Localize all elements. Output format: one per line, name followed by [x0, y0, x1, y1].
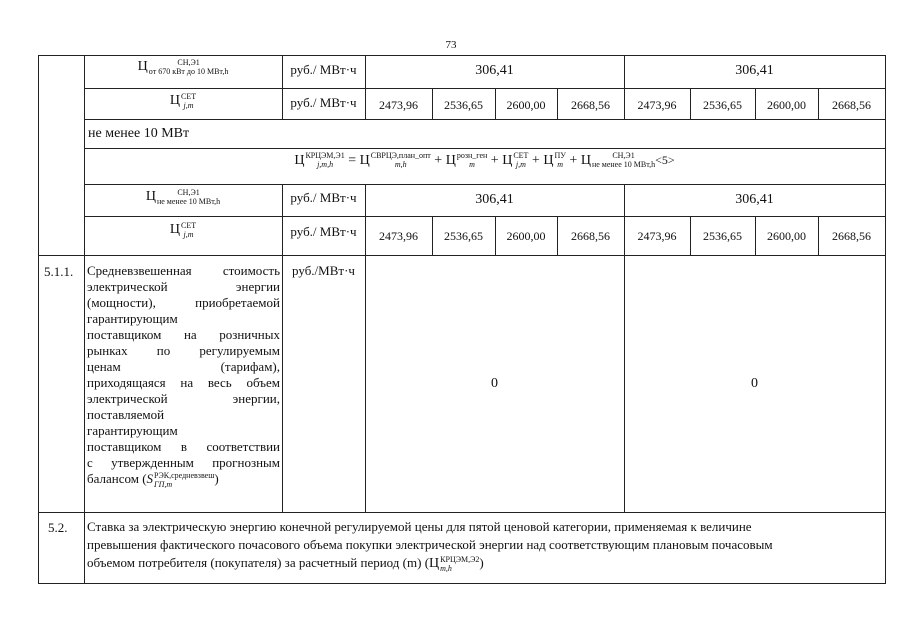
formula-plus-2: +	[490, 153, 499, 168]
row7-desc-last-suffix: )	[214, 471, 219, 486]
row7-desc-line-5: поставщиком на розничных	[87, 327, 280, 342]
row2-unit: руб./ МВт·ч	[290, 95, 357, 110]
row8-description	[87, 519, 883, 575]
row7-unit: руб./МВт·ч	[292, 263, 355, 278]
row7-desc-line-4: гарантирующим	[87, 311, 178, 326]
formula-t2-sub: m	[469, 160, 475, 170]
row8-line-1: Ставка за электрическую энергию конечной регулируемой цены для пятой ценовой категории, применяемая к величине	[87, 519, 752, 534]
row7-desc-line-13: с утвержденным прогнозным	[87, 455, 280, 470]
row6-sup: СЕТ	[181, 220, 197, 230]
row1-unit: руб./ МВт·ч	[290, 62, 357, 77]
row2-symbol: Ц	[169, 93, 180, 108]
row6-value-5: 2473,96	[637, 229, 677, 243]
row6-value-1: 2473,96	[379, 229, 418, 243]
formula-t5-sup: СН,Э1	[612, 151, 635, 161]
row8-line3-text: объемом потребителя (покупателя) за расчетный период (m) (	[87, 555, 430, 570]
row6-value-4: 2668,56	[571, 229, 610, 243]
formula-t1-sup: СВРЦЭ,план_опт	[370, 151, 431, 161]
row1-value-1: 306,41	[475, 63, 514, 78]
row1-sub: от 670 кВт до 10 МВт,h	[148, 66, 229, 76]
row7-desc-line-10: поставляемой	[87, 407, 165, 422]
formula-t5-symbol: Ц	[580, 153, 591, 168]
row2-value-8: 2668,56	[832, 98, 871, 112]
row6-value-3: 2600,00	[506, 229, 546, 243]
row1-label	[84, 58, 282, 86]
row7-value-1: 0	[491, 376, 498, 391]
formula-lhs-symbol: Ц	[294, 153, 305, 168]
row7-desc-last-prefix: балансом (	[87, 471, 147, 486]
row6-value-2: 2536,65	[444, 229, 483, 243]
formula-lhs-sup: КРЦЭМ,Э1	[305, 151, 345, 161]
row1-symbol: Ц	[137, 59, 148, 74]
row7-description	[87, 263, 280, 493]
row5-value-2: 306,41	[735, 192, 774, 207]
row7-desc-line-1: Средневзвешенная стоимость	[87, 263, 280, 278]
row6-value-7: 2600,00	[767, 229, 806, 243]
row8-line-2: превышения фактического почасового объема покупки электрической энергии над соответствующим плановым почасовым	[87, 537, 773, 552]
row8-number: 5.2.	[48, 520, 68, 535]
formula-lhs-sub: j,m,h	[317, 160, 334, 170]
row2-value-3: 2600,00	[506, 98, 546, 112]
page-number: 73	[445, 39, 457, 51]
row3-label: не менее 10 МВт	[88, 126, 190, 141]
row7-value-2: 0	[751, 376, 758, 391]
row8-line-3	[87, 555, 883, 575]
row2-value-7: 2600,00	[767, 98, 806, 112]
row2-value-2: 2536,65	[444, 98, 483, 112]
formula-plus-1: +	[434, 153, 443, 168]
formula-plus-4: +	[569, 153, 578, 168]
row6-symbol: Ц	[169, 222, 180, 237]
row2-label	[84, 92, 282, 110]
formula-plus-3: +	[531, 153, 540, 168]
row6-value-6: 2536,65	[703, 229, 742, 243]
row7-desc-line-11: гарантирующим	[87, 423, 178, 438]
formula-t5-sub: не менее 10 МВт,h	[591, 160, 656, 170]
row7-desc-line-7: ценам (тарифам),	[87, 359, 280, 374]
row7-desc-last-sym: S	[146, 471, 154, 486]
row6-label	[84, 221, 282, 239]
row7-desc-line-14	[87, 471, 280, 493]
row7-desc-line-12: поставщиком в соответствии	[87, 439, 280, 454]
formula-t3-symbol: Ц	[502, 153, 513, 168]
formula-footnote: <5>	[655, 153, 675, 167]
row2-value-5: 2473,96	[637, 98, 677, 112]
formula-t4-symbol: Ц	[543, 153, 554, 168]
row5-sub: не менее 10 МВт,h	[156, 196, 221, 206]
formula-t3-sup: СЕТ	[513, 151, 529, 161]
row8-line3-suffix: )	[479, 555, 484, 570]
row2-value-6: 2536,65	[703, 98, 742, 112]
row4-formula	[84, 152, 885, 182]
formula-t2-symbol: Ц	[445, 153, 456, 168]
row5-label	[84, 188, 282, 206]
row8-line3-sup: КРЦЭМ,Э2	[440, 554, 480, 564]
row1-sup: СН,Э1	[177, 57, 200, 67]
row6-unit: руб./ МВт·ч	[290, 224, 357, 239]
row7-desc-line-8: приходящаяся на весь объем	[87, 375, 280, 390]
row7-desc-line-3: (мощности), приобретаемой	[87, 295, 280, 310]
row7-desc-last-sub: ГП,m	[154, 479, 173, 489]
row1-value-2: 306,41	[735, 63, 774, 78]
row8-line3-symbol: Ц	[429, 556, 440, 571]
formula-t3-sub: j,m	[515, 160, 526, 170]
row6-value-8: 2668,56	[832, 229, 871, 243]
row2-sup: СЕТ	[181, 91, 197, 101]
formula-t4-sup: ПУ	[554, 151, 566, 161]
row7-desc-last-sup: РЭК,средневзвеш	[154, 470, 215, 480]
row5-sup: СН,Э1	[177, 187, 200, 197]
row5-symbol: Ц	[145, 189, 156, 204]
formula-t4-sub: m	[557, 160, 564, 170]
row2-sub: j,m	[183, 100, 194, 110]
row7-number: 5.1.1.	[44, 264, 74, 279]
row7-desc-line-9: электрической энергии,	[87, 391, 280, 406]
row8-line3-sub: m,h	[440, 563, 452, 573]
formula-eq: =	[348, 153, 357, 168]
formula-t1-symbol: Ц	[359, 153, 370, 168]
formula-t2-sup: розн_ген	[456, 151, 488, 161]
row2-value-1: 2473,96	[379, 98, 418, 112]
row2-value-4: 2668,56	[571, 98, 610, 112]
row7-desc-line-6: рынках по регулируемым	[87, 343, 280, 358]
row5-unit: руб./ МВт·ч	[290, 190, 357, 205]
row7-desc-line-2: электрической энергии	[87, 279, 280, 294]
formula-t1-sub: m,h	[394, 160, 407, 170]
row5-value-1: 306,41	[475, 192, 514, 207]
row6-sub: j,m	[183, 229, 194, 239]
